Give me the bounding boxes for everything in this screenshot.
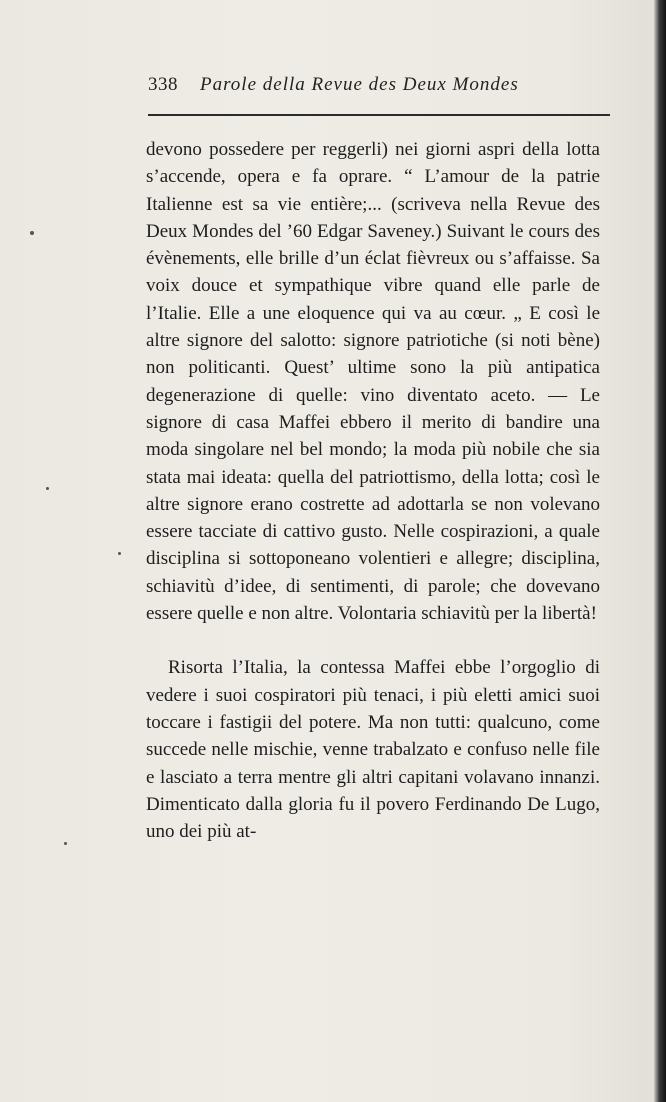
ink-speck: [30, 231, 34, 235]
paragraph-1: devono possedere per reggerli) nei giorni aspri della lotta s’accende, opera e fa oprare. “ L’amour de la patrie Italienne est sa vie entière;... (scriveva nella Revue des Deux Mondes del ’60 Edgar Saveney.) Suivant le cours des évènements, elle brille d’un éclat fièvreux ou s’affaisse. Sa voix douce et sympathique vibre quand elle parle de l’Italie. Elle a une eloquence qui va au cœur. „ E così le altre signore del salotto: signore patriotiche (si noti bène) non politicanti. Quest’ ultime sono la più antipatica degenerazione di quelle: vino diventato aceto. — Le signore di casa Maffei ebbero il merito di bandire una moda singolare nel bel mondo; la moda più nobile che sia stata mai ideata: quella del patriottismo, della lotta; così le altre signore erano costrette ad adottarla se non volevano essere tacciate di cattivo gusto. Nelle cospirazioni, a quale disciplina si sottoponeano volentieri e allegre; disciplina, schiavitù d’idee, di sentimenti, di parole; che dovevano essere quelle e non altre. Volontaria schiavitù per la libertà!: [146, 139, 600, 625]
paragraph-2: Risorta l’Italia, la contessa Maffei ebbe l’orgoglio di vedere i suoi cospiratori più tenaci, i più eletti amici suoi toccare i fastigii del potere. Ma non tutti: qualcuno, come succede nelle mischie, venne trabalzato e confuso nelle file e lasciato a terra mentre gli altri capitani volavano innanzi. Dimenticato dalla gloria fu il povero Ferdinando De Lugo, uno dei più at-: [146, 657, 600, 843]
body-text: [146, 136, 600, 845]
header-rule: [148, 114, 610, 116]
running-head: Parole della Revue des Deux Mondes: [200, 74, 519, 95]
page-header: [148, 74, 610, 102]
page-edge-shadow: [654, 0, 666, 1102]
ink-speck: [64, 842, 67, 845]
ink-speck: [46, 487, 49, 490]
ink-speck: [118, 552, 121, 555]
page-number: 338: [148, 74, 178, 95]
